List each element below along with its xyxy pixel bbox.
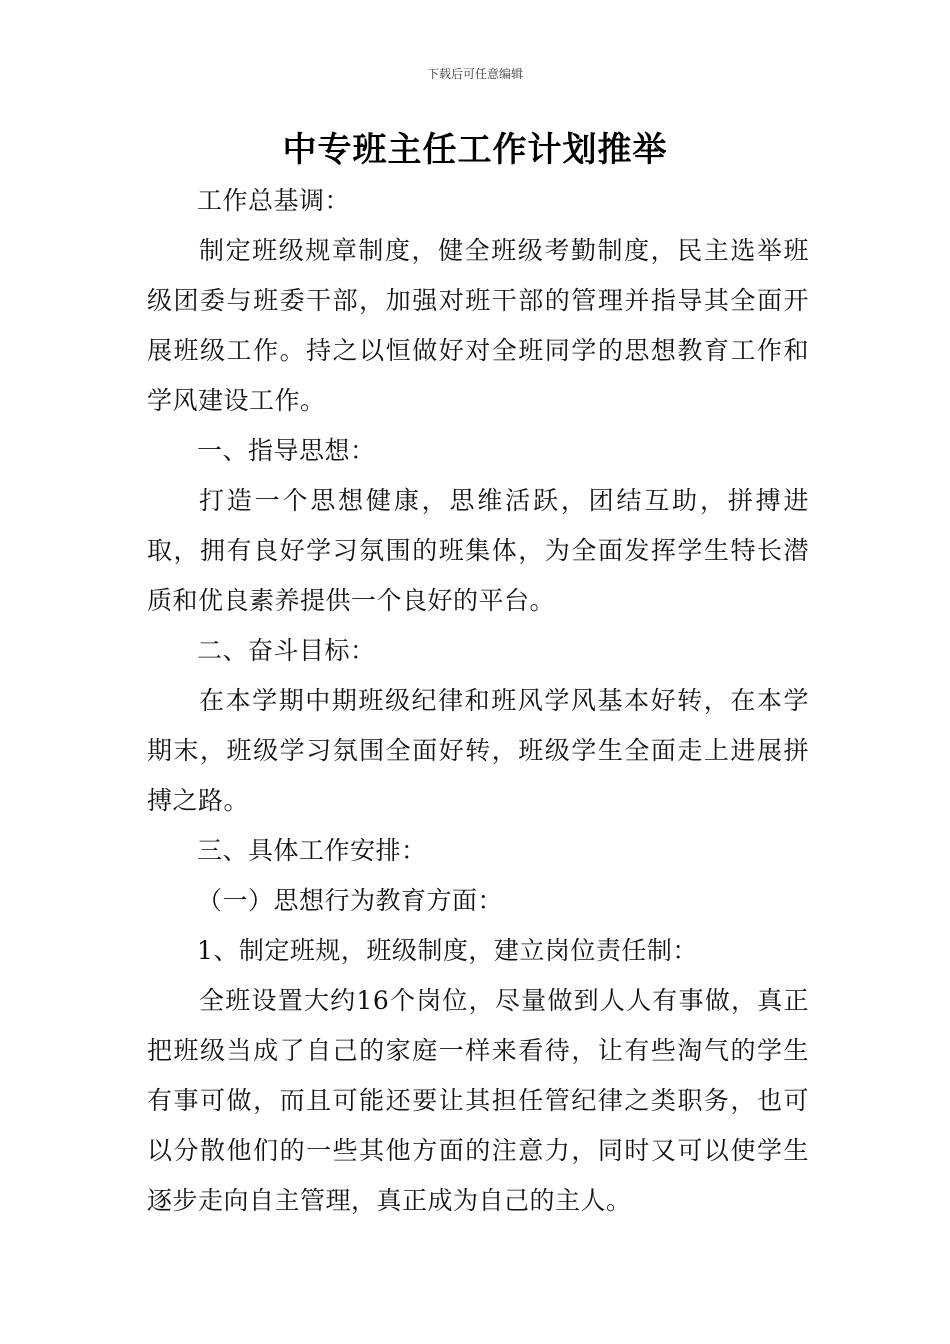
paragraph-goals: 在本学期中期班级纪律和班风学风基本好转，在本学期末，班级学习氛围全面好转，班级学生全面走上进展拼搏之路。	[147, 686, 809, 815]
page-header-note: 下载后可任意编辑	[426, 67, 523, 81]
section-heading-guiding-ideology: 一、指导思想：	[197, 436, 376, 465]
paragraph-basic-tone: 制定班级规章制度，健全班级考勤制度，民主选举班级团委与班委干部，加强对班干部的管理并指导其全面开展班级工作。持之以恒做好对全班同学的思想教育工作和学风建设工作。	[147, 236, 809, 415]
paragraph-class-rules: 全班设置大约16个岗位，尽量做到人人有事做，真正把班级当成了自己的家庭一样来看待，让有些淘气的学生有事可做，而且可能还要让其担任管纪律之类职务，也可以分散他们的一些其他方面的注意力，同时又可以使学生逐步走向自主管理，真正成为自己的主人。	[147, 986, 809, 1215]
section-heading-work-arrangement: 三、具体工作安排：	[197, 836, 427, 865]
subsection-heading-ideological-education: （一）思想行为教育方面：	[197, 886, 504, 915]
paragraph-guiding-ideology: 打造一个思想健康，思维活跃，团结互助，拼搏进取，拥有良好学习氛围的班集体，为全面发挥学生特长潜质和优良素养提供一个良好的平台。	[147, 486, 809, 615]
document-title: 中专班主任工作计划推举	[282, 130, 668, 170]
item-heading-class-rules: 1、制定班规，班级制度，建立岗位责任制：	[197, 936, 698, 965]
section-heading-goals: 二、奋斗目标：	[197, 636, 376, 665]
section-heading-basic-tone: 工作总基调：	[197, 186, 351, 215]
document-body	[147, 176, 809, 1226]
